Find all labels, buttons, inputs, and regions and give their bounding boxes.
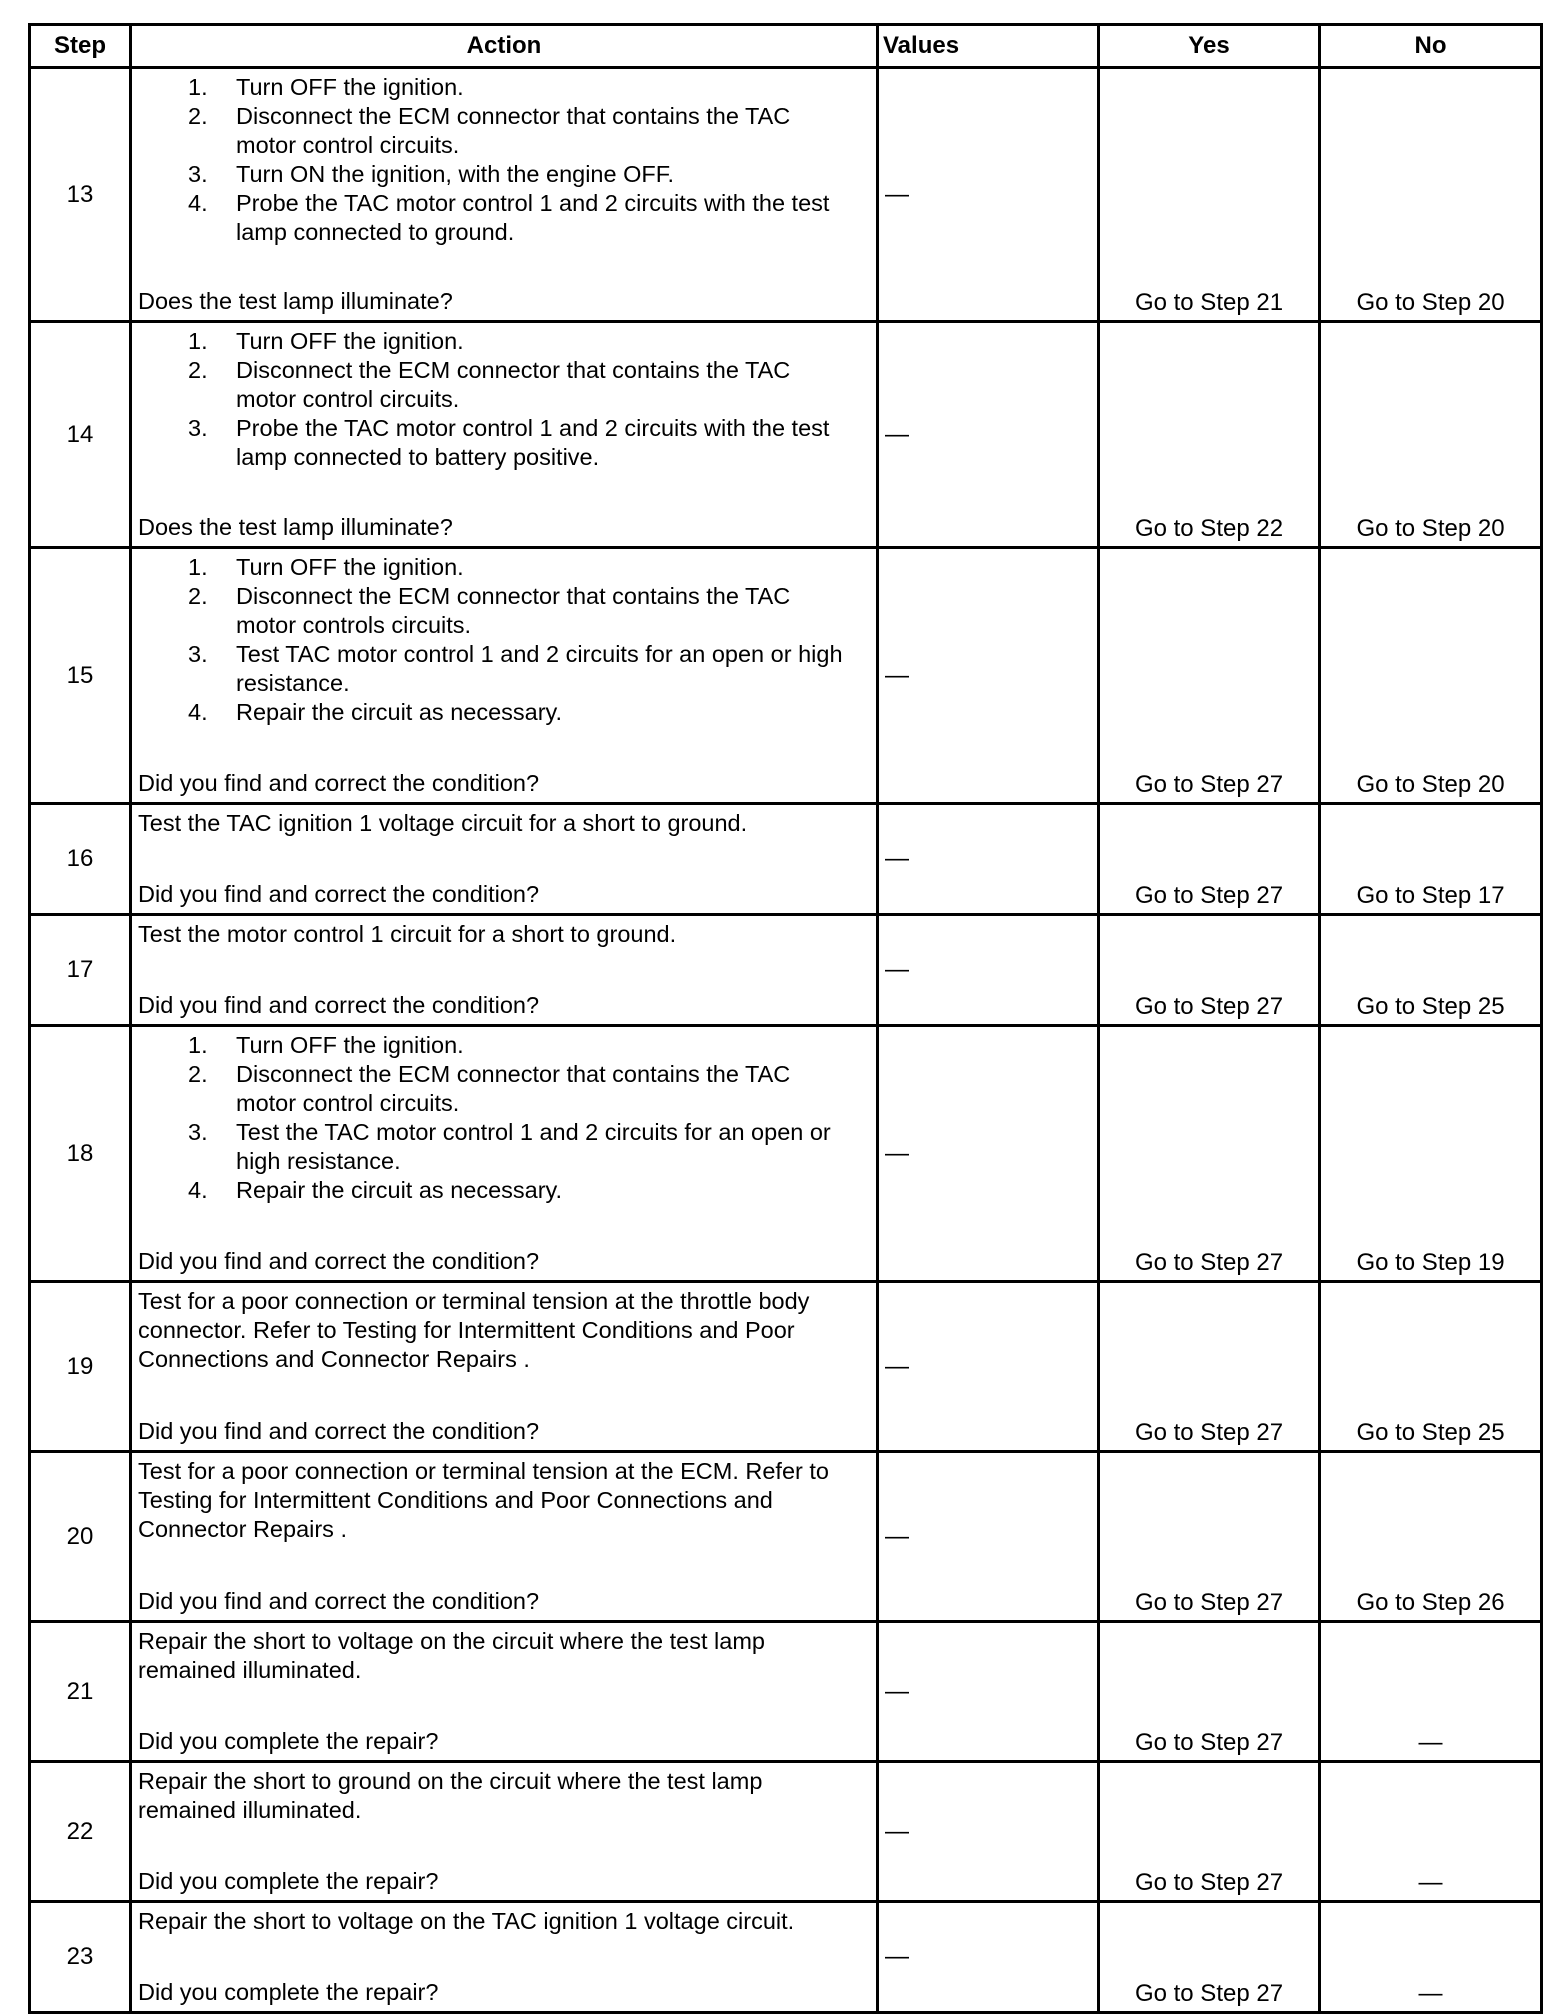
table-row — [30, 1026, 1542, 1282]
no-result: Go to Step 20 — [1320, 68, 1542, 322]
action-question: Did you complete the repair? — [138, 1728, 439, 1754]
diagnostic-table — [28, 23, 1543, 2014]
action-question: Did you find and correct the condition? — [138, 1588, 540, 1614]
procedure-list — [132, 323, 876, 472]
action-column-header: Action — [131, 25, 878, 68]
yes-result: Go to Step 27 — [1099, 1902, 1320, 2013]
procedure-item-number: 2. — [188, 103, 208, 129]
yes-result: Go to Step 22 — [1099, 322, 1320, 548]
table-row — [30, 915, 1542, 1026]
values-cell: — — [878, 322, 1099, 548]
table-row — [30, 1282, 1542, 1452]
action-question: Did you find and correct the condition? — [138, 881, 540, 907]
procedure-item-text: Turn OFF the ignition. — [236, 74, 464, 100]
procedure-item-text: Disconnect the ECM connector that contains the TAC motor control circuits. — [236, 357, 791, 412]
values-cell: — — [878, 1282, 1099, 1452]
values-cell: — — [878, 1026, 1099, 1282]
values-cell: — — [878, 68, 1099, 322]
yes-result: Go to Step 27 — [1099, 1622, 1320, 1762]
procedure-item-number: 3. — [188, 161, 208, 187]
values-cell: — — [878, 915, 1099, 1026]
procedure-item-number: 4. — [188, 699, 208, 725]
procedure-item — [132, 1176, 876, 1205]
action-cell — [131, 68, 878, 322]
procedure-item — [132, 160, 876, 189]
table-row — [30, 1452, 1542, 1622]
step-number: 20 — [30, 1452, 131, 1622]
step-number: 22 — [30, 1762, 131, 1902]
action-cell — [131, 322, 878, 548]
action-cell — [131, 1622, 878, 1762]
procedure-item-text: Disconnect the ECM connector that contains the TAC motor control circuits. — [236, 1061, 791, 1116]
yes-result: Go to Step 27 — [1099, 548, 1320, 804]
values-cell: — — [878, 1622, 1099, 1762]
no-result: Go to Step 25 — [1320, 915, 1542, 1026]
procedure-item-text: Probe the TAC motor control 1 and 2 circuits with the test lamp connected to battery positive. — [236, 415, 830, 470]
procedure-item — [132, 327, 876, 356]
action-text: Repair the short to ground on the circuit where the test lamp remained illuminated. — [138, 1768, 763, 1823]
no-result: Go to Step 19 — [1320, 1026, 1542, 1282]
yes-result: Go to Step 27 — [1099, 1452, 1320, 1622]
table-row — [30, 1902, 1542, 2013]
procedure-item-text: Repair the circuit as necessary. — [236, 1177, 563, 1203]
yes-result: Go to Step 27 — [1099, 1026, 1320, 1282]
table-row — [30, 548, 1542, 804]
table-row — [30, 1622, 1542, 1762]
values-cell: — — [878, 1452, 1099, 1622]
yes-result: Go to Step 27 — [1099, 1762, 1320, 1902]
procedure-item — [132, 553, 876, 582]
action-text: Test for a poor connection or terminal tension at the ECM. Refer to Testing for Intermittent Conditions and Poor Connections and Connector Repairs . — [138, 1458, 829, 1542]
procedure-list — [132, 69, 876, 247]
procedure-item-text: Turn OFF the ignition. — [236, 328, 464, 354]
procedure-item-number: 2. — [188, 357, 208, 383]
procedure-item-number: 3. — [188, 641, 208, 667]
no-result: Go to Step 20 — [1320, 322, 1542, 548]
action-text: Repair the short to voltage on the circuit where the test lamp remained illuminated. — [138, 1628, 765, 1683]
procedure-item-text: Test the TAC motor control 1 and 2 circuits for an open or high resistance. — [236, 1119, 831, 1174]
action-question: Does the test lamp illuminate? — [138, 288, 453, 314]
step-number: 15 — [30, 548, 131, 804]
procedure-item-text: Turn OFF the ignition. — [236, 554, 464, 580]
values-cell: — — [878, 804, 1099, 915]
procedure-item-text: Probe the TAC motor control 1 and 2 circuits with the test lamp connected to ground. — [236, 190, 830, 245]
no-result: Go to Step 26 — [1320, 1452, 1542, 1622]
action-cell — [131, 548, 878, 804]
table-row — [30, 322, 1542, 548]
procedure-item-text: Repair the circuit as necessary. — [236, 699, 563, 725]
step-number: 17 — [30, 915, 131, 1026]
step-number: 19 — [30, 1282, 131, 1452]
action-cell — [131, 804, 878, 915]
values-cell: — — [878, 1902, 1099, 2013]
procedure-item — [132, 698, 876, 727]
header-row — [30, 25, 1542, 68]
procedure-item-text: Turn OFF the ignition. — [236, 1032, 464, 1058]
step-number: 13 — [30, 68, 131, 322]
procedure-item — [132, 73, 876, 102]
action-text: Test the motor control 1 circuit for a short to ground. — [138, 921, 677, 947]
procedure-list — [132, 1027, 876, 1205]
table-row — [30, 804, 1542, 915]
table-row — [30, 68, 1542, 322]
procedure-item-number: 1. — [188, 328, 208, 354]
procedure-item-text: Turn ON the ignition, with the engine OFF. — [236, 161, 675, 187]
procedure-item-number: 1. — [188, 1032, 208, 1058]
procedure-item — [132, 356, 876, 414]
procedure-item — [132, 640, 876, 698]
action-text: Test the TAC ignition 1 voltage circuit for a short to ground. — [138, 810, 748, 836]
procedure-item-number: 4. — [188, 1177, 208, 1203]
action-question: Did you find and correct the condition? — [138, 1418, 540, 1444]
values-column-header: Values — [878, 25, 1099, 68]
table-row — [30, 1762, 1542, 1902]
action-question: Does the test lamp illuminate? — [138, 514, 453, 540]
procedure-item — [132, 1118, 876, 1176]
action-text: Repair the short to voltage on the TAC ignition 1 voltage circuit. — [138, 1908, 795, 1934]
no-result: Go to Step 20 — [1320, 548, 1542, 804]
action-question: Did you find and correct the condition? — [138, 770, 540, 796]
procedure-item — [132, 414, 876, 472]
procedure-item — [132, 189, 876, 247]
yes-result: Go to Step 21 — [1099, 68, 1320, 322]
procedure-item-number: 3. — [188, 1119, 208, 1145]
yes-result: Go to Step 27 — [1099, 1282, 1320, 1452]
step-number: 14 — [30, 322, 131, 548]
values-cell: — — [878, 1762, 1099, 1902]
action-cell — [131, 1282, 878, 1452]
step-number: 16 — [30, 804, 131, 915]
procedure-item-number: 4. — [188, 190, 208, 216]
yes-result: Go to Step 27 — [1099, 804, 1320, 915]
no-result: — — [1320, 1622, 1542, 1762]
procedure-list — [132, 549, 876, 727]
action-cell — [131, 915, 878, 1026]
yes-column-header: Yes — [1099, 25, 1320, 68]
action-cell — [131, 1452, 878, 1622]
action-question: Did you find and correct the condition? — [138, 992, 540, 1018]
values-cell: — — [878, 548, 1099, 804]
procedure-item — [132, 1060, 876, 1118]
no-result: — — [1320, 1902, 1542, 2013]
procedure-item-text: Test TAC motor control 1 and 2 circuits for an open or high resistance. — [236, 641, 843, 696]
procedure-item-number: 3. — [188, 415, 208, 441]
no-result: Go to Step 25 — [1320, 1282, 1542, 1452]
procedure-item-number: 1. — [188, 74, 208, 100]
action-cell — [131, 1902, 878, 2013]
procedure-item-number: 2. — [188, 583, 208, 609]
action-cell — [131, 1762, 878, 1902]
procedure-item-number: 2. — [188, 1061, 208, 1087]
step-number: 23 — [30, 1902, 131, 2013]
procedure-item — [132, 1031, 876, 1060]
action-question: Did you complete the repair? — [138, 1979, 439, 2005]
step-column-header: Step — [30, 25, 131, 68]
action-cell — [131, 1026, 878, 1282]
procedure-item — [132, 102, 876, 160]
procedure-item-number: 1. — [188, 554, 208, 580]
procedure-item-text: Disconnect the ECM connector that contains the TAC motor control circuits. — [236, 103, 791, 158]
no-result: — — [1320, 1762, 1542, 1902]
no-column-header: No — [1320, 25, 1542, 68]
no-result: Go to Step 17 — [1320, 804, 1542, 915]
step-number: 18 — [30, 1026, 131, 1282]
procedure-item — [132, 582, 876, 640]
action-question: Did you find and correct the condition? — [138, 1248, 540, 1274]
step-number: 21 — [30, 1622, 131, 1762]
yes-result: Go to Step 27 — [1099, 915, 1320, 1026]
action-question: Did you complete the repair? — [138, 1868, 439, 1894]
action-text: Test for a poor connection or terminal tension at the throttle body connector. Refer to Testing for Intermittent Conditions and Poor Connections and Connector Repairs . — [138, 1288, 810, 1372]
procedure-item-text: Disconnect the ECM connector that contains the TAC motor controls circuits. — [236, 583, 791, 638]
